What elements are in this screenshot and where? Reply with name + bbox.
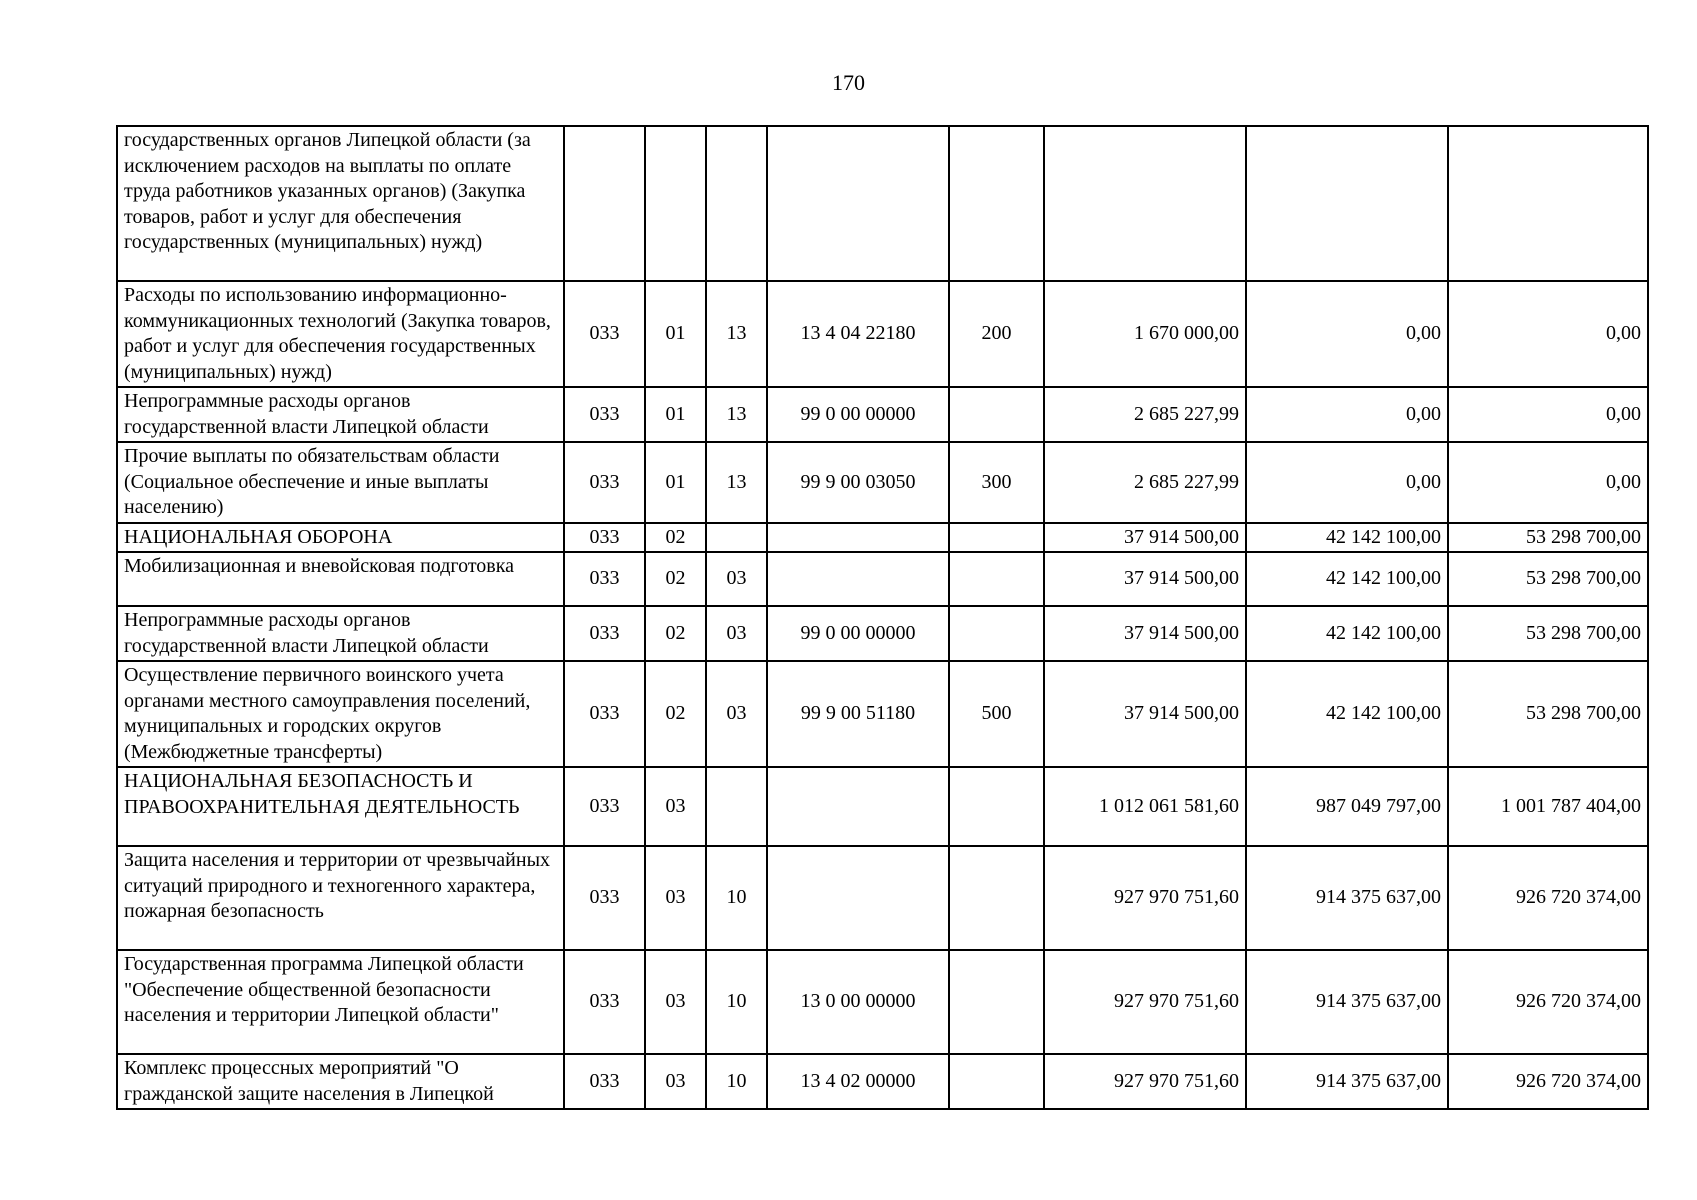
subsection-code: 10	[706, 846, 767, 950]
section-code	[645, 126, 706, 281]
target-article	[767, 126, 949, 281]
row-name: Расходы по использованию информационно-коммуникационных технологий (Закупка товаров, работ и услуг для обеспечения государственных (муниципальных) нужд)	[117, 281, 564, 387]
ministry-code: 033	[564, 1054, 645, 1109]
expense-type	[949, 126, 1044, 281]
sum-year-1: 2 685 227,99	[1044, 442, 1246, 523]
section-code: 02	[645, 552, 706, 606]
sum-year-2: 42 142 100,00	[1246, 523, 1448, 553]
table-row	[117, 126, 1648, 281]
expense-type	[949, 767, 1044, 846]
subsection-code: 13	[706, 281, 767, 387]
target-article	[767, 767, 949, 846]
row-name: государственных органов Липецкой области (за исключением расходов на выплаты по оплате труда работников указанных органов) (Закупка товаров, работ и услуг для обеспечения государственных (муниципальных) нужд)	[117, 126, 564, 281]
sum-year-2: 987 049 797,00	[1246, 767, 1448, 846]
expense-type	[949, 606, 1044, 661]
sum-year-3: 53 298 700,00	[1448, 606, 1648, 661]
ministry-code: 033	[564, 387, 645, 442]
sum-year-2: 42 142 100,00	[1246, 661, 1448, 767]
sum-year-2: 0,00	[1246, 281, 1448, 387]
ministry-code: 033	[564, 552, 645, 606]
ministry-code: 033	[564, 846, 645, 950]
subsection-code: 13	[706, 387, 767, 442]
sum-year-2: 914 375 637,00	[1246, 1054, 1448, 1109]
expense-type	[949, 552, 1044, 606]
expense-type	[949, 846, 1044, 950]
sum-year-1: 37 914 500,00	[1044, 661, 1246, 767]
section-code: 01	[645, 442, 706, 523]
ministry-code: 033	[564, 606, 645, 661]
table-row	[117, 552, 1648, 606]
row-name: НАЦИОНАЛЬНАЯ БЕЗОПАСНОСТЬ И ПРАВООХРАНИТЕЛЬНАЯ ДЕЯТЕЛЬНОСТЬ	[117, 767, 564, 846]
subsection-code: 03	[706, 552, 767, 606]
sum-year-1	[1044, 126, 1246, 281]
table-row	[117, 767, 1648, 846]
target-article: 99 9 00 03050	[767, 442, 949, 523]
table-row	[117, 606, 1648, 661]
sum-year-3: 0,00	[1448, 442, 1648, 523]
sum-year-1: 927 970 751,60	[1044, 1054, 1246, 1109]
ministry-code	[564, 126, 645, 281]
target-article	[767, 523, 949, 553]
sum-year-2: 0,00	[1246, 387, 1448, 442]
section-code: 01	[645, 281, 706, 387]
ministry-code: 033	[564, 281, 645, 387]
ministry-code: 033	[564, 950, 645, 1054]
expense-type	[949, 950, 1044, 1054]
table-row	[117, 1054, 1648, 1109]
sum-year-1: 927 970 751,60	[1044, 950, 1246, 1054]
subsection-code: 03	[706, 606, 767, 661]
section-code: 02	[645, 523, 706, 553]
section-code: 01	[645, 387, 706, 442]
target-article: 13 0 00 00000	[767, 950, 949, 1054]
table-row	[117, 523, 1648, 553]
sum-year-3: 926 720 374,00	[1448, 950, 1648, 1054]
subsection-code: 03	[706, 661, 767, 767]
sum-year-1: 1 012 061 581,60	[1044, 767, 1246, 846]
subsection-code: 10	[706, 950, 767, 1054]
expense-type: 200	[949, 281, 1044, 387]
sum-year-3: 926 720 374,00	[1448, 846, 1648, 950]
subsection-code	[706, 767, 767, 846]
sum-year-2: 914 375 637,00	[1246, 846, 1448, 950]
sum-year-3: 53 298 700,00	[1448, 661, 1648, 767]
row-name: Прочие выплаты по обязательствам области (Социальное обеспечение и иные выплаты населению)	[117, 442, 564, 523]
expense-type: 500	[949, 661, 1044, 767]
sum-year-2: 42 142 100,00	[1246, 606, 1448, 661]
sum-year-1: 37 914 500,00	[1044, 606, 1246, 661]
target-article: 99 9 00 51180	[767, 661, 949, 767]
sum-year-3: 0,00	[1448, 387, 1648, 442]
table-row	[117, 442, 1648, 523]
sum-year-2	[1246, 126, 1448, 281]
row-name: Непрограммные расходы органов государственной власти Липецкой области	[117, 387, 564, 442]
target-article: 99 0 00 00000	[767, 606, 949, 661]
target-article: 99 0 00 00000	[767, 387, 949, 442]
table-row	[117, 846, 1648, 950]
subsection-code	[706, 523, 767, 553]
ministry-code: 033	[564, 523, 645, 553]
expense-type	[949, 523, 1044, 553]
ministry-code: 033	[564, 661, 645, 767]
sum-year-3: 0,00	[1448, 281, 1648, 387]
row-name: Непрограммные расходы органов государственной власти Липецкой области	[117, 606, 564, 661]
sum-year-3: 53 298 700,00	[1448, 552, 1648, 606]
sum-year-1: 927 970 751,60	[1044, 846, 1246, 950]
expense-type	[949, 1054, 1044, 1109]
table-row	[117, 661, 1648, 767]
row-name: Мобилизационная и вневойсковая подготовка	[117, 552, 564, 606]
section-code: 02	[645, 661, 706, 767]
sum-year-2: 0,00	[1246, 442, 1448, 523]
target-article	[767, 846, 949, 950]
sum-year-2: 914 375 637,00	[1246, 950, 1448, 1054]
row-name: НАЦИОНАЛЬНАЯ ОБОРОНА	[117, 523, 564, 553]
sum-year-3: 1 001 787 404,00	[1448, 767, 1648, 846]
budget-table	[116, 125, 1649, 1110]
section-code: 03	[645, 767, 706, 846]
target-article	[767, 552, 949, 606]
ministry-code: 033	[564, 442, 645, 523]
subsection-code	[706, 126, 767, 281]
section-code: 02	[645, 606, 706, 661]
table-row	[117, 950, 1648, 1054]
row-name: Государственная программа Липецкой области "Обеспечение общественной безопасности населения и территории Липецкой области"	[117, 950, 564, 1054]
subsection-code: 10	[706, 1054, 767, 1109]
sum-year-1: 2 685 227,99	[1044, 387, 1246, 442]
section-code: 03	[645, 1054, 706, 1109]
row-name: Защита населения и территории от чрезвычайных ситуаций природного и техногенного характера, пожарная безопасность	[117, 846, 564, 950]
row-name: Осуществление первичного воинского учета органами местного самоуправления поселений, муниципальных и городских округов (Межбюджетные трансферты)	[117, 661, 564, 767]
sum-year-3	[1448, 126, 1648, 281]
expense-type: 300	[949, 442, 1044, 523]
expense-type	[949, 387, 1044, 442]
sum-year-2: 42 142 100,00	[1246, 552, 1448, 606]
target-article: 13 4 02 00000	[767, 1054, 949, 1109]
sum-year-3: 926 720 374,00	[1448, 1054, 1648, 1109]
ministry-code: 033	[564, 767, 645, 846]
sum-year-1: 37 914 500,00	[1044, 523, 1246, 553]
page-number: 170	[832, 70, 865, 95]
sum-year-1: 37 914 500,00	[1044, 552, 1246, 606]
section-code: 03	[645, 950, 706, 1054]
sum-year-1: 1 670 000,00	[1044, 281, 1246, 387]
table-row	[117, 387, 1648, 442]
table-body	[117, 126, 1648, 1109]
subsection-code: 13	[706, 442, 767, 523]
sum-year-3: 53 298 700,00	[1448, 523, 1648, 553]
row-name: Комплекс процессных мероприятий "О гражданской защите населения в Липецкой	[117, 1054, 564, 1109]
target-article: 13 4 04 22180	[767, 281, 949, 387]
table-row	[117, 281, 1648, 387]
section-code: 03	[645, 846, 706, 950]
